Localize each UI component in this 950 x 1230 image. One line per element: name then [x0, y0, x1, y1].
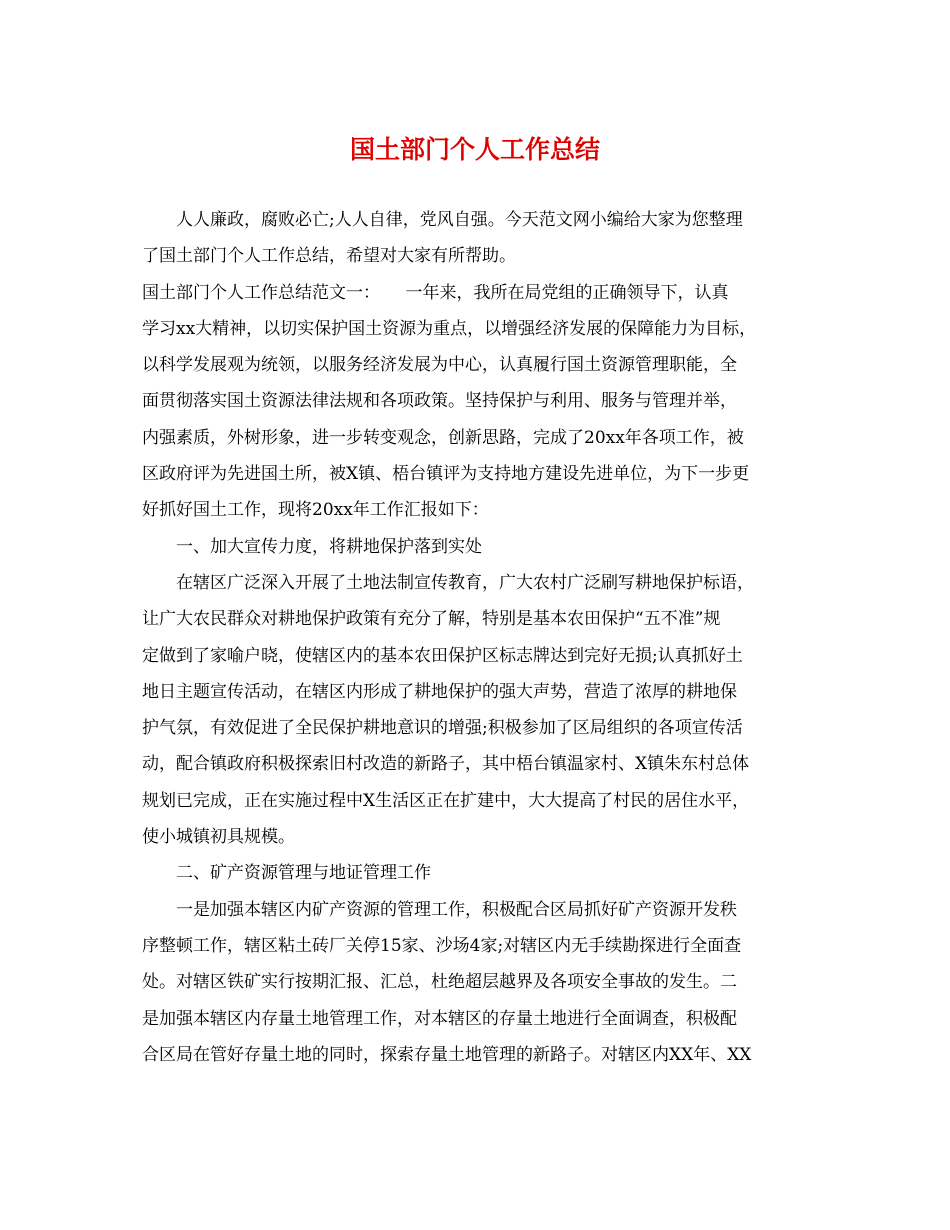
- paragraph-line: 序整顿工作，辖区粘土砖厂关停15家、沙场4家;对辖区内无手续勘探进行全面查: [142, 935, 742, 956]
- document-body: [142, 202, 812, 1073]
- paragraph-line: 国土部门个人工作总结范文一： 一年来，我所在局党组的正确领导下，认真: [142, 282, 729, 303]
- paragraph-line: 以科学发展观为统领，以服务经济发展为中心，认真履行国土资源管理职能，全: [142, 355, 737, 376]
- paragraph-line: 地日主题宣传活动，在辖区内形成了耕地保护的强大声势，营造了浓厚的耕地保: [142, 681, 737, 702]
- paragraph-line: 定做到了家喻户晓，使辖区内的基本农田保护区标志牌达到完好无损;认真抓好土: [142, 645, 743, 666]
- paragraph-line: 动，配合镇政府积极探索旧村改造的新路子，其中梧台镇温家村、X镇朱东村总体: [142, 754, 750, 775]
- paragraph-line: 在辖区广泛深入开展了土地法制宣传教育，广大农村广泛刷写耕地保护标语，: [176, 572, 754, 593]
- section-heading: 一、加大宣传力度，将耕地保护落到实处: [176, 536, 482, 557]
- paragraph-line: 使小城镇初具规模。: [142, 827, 295, 848]
- paragraph-line: 让广大农民群众对耕地保护政策有充分了解，特别是基本农田保护“五不准”规: [142, 609, 721, 630]
- paragraph-line: 处。对辖区铁矿实行按期汇报、汇总，杜绝超层越界及各项安全事故的发生。二: [142, 972, 737, 993]
- paragraph-line: 人人廉政，腐败必亡;人人自律，党风自强。今天范文网小编给大家为您整理: [176, 210, 743, 230]
- document-title: 国土部门个人工作总结: [349, 135, 600, 164]
- paragraph-line: 合区局在管好存量土地的同时，探索存量土地管理的新路子。对辖区内XX年、XX: [142, 1044, 752, 1065]
- paragraph-line: 面贯彻落实国土资源法律法规和各项政策。坚持保护与利用、服务与管理并举，: [142, 391, 737, 412]
- paragraph-line: 内强素质，外树形象，进一步转变观念，创新思路，完成了20xx年各项工作，被: [142, 427, 744, 448]
- paragraph-line: 护气氛，有效促进了全民保护耕地意识的增强;积极参加了区局组织的各项宣传活: [142, 718, 743, 739]
- section-heading: 二、矿产资源管理与地证管理工作: [176, 863, 431, 884]
- paragraph-line: 了国土部门个人工作总结，希望对大家有所帮助。: [142, 246, 516, 267]
- paragraph-line: 一是加强本辖区内矿产资源的管理工作，积极配合区局抓好矿产资源开发秩: [176, 899, 737, 920]
- paragraph-line: 区政府评为先进国土所，被X镇、梧台镇评为支持地方建设先进单位，为下一步更: [142, 464, 750, 485]
- paragraph-line: 好抓好国土工作，现将20xx年工作汇报如下：: [142, 500, 489, 521]
- paragraph-line: 学习xx大精神，以切实保护国土资源为重点，以增强经济发展的保障能力为目标，: [142, 318, 757, 339]
- paragraph-line: 是加强本辖区内存量土地管理工作，对本辖区的存量土地进行全面调查，积极配: [142, 1008, 737, 1029]
- paragraph-line: 规划已完成，正在实施过程中X生活区正在扩建中，大大提高了村民的居住水平，: [142, 790, 750, 811]
